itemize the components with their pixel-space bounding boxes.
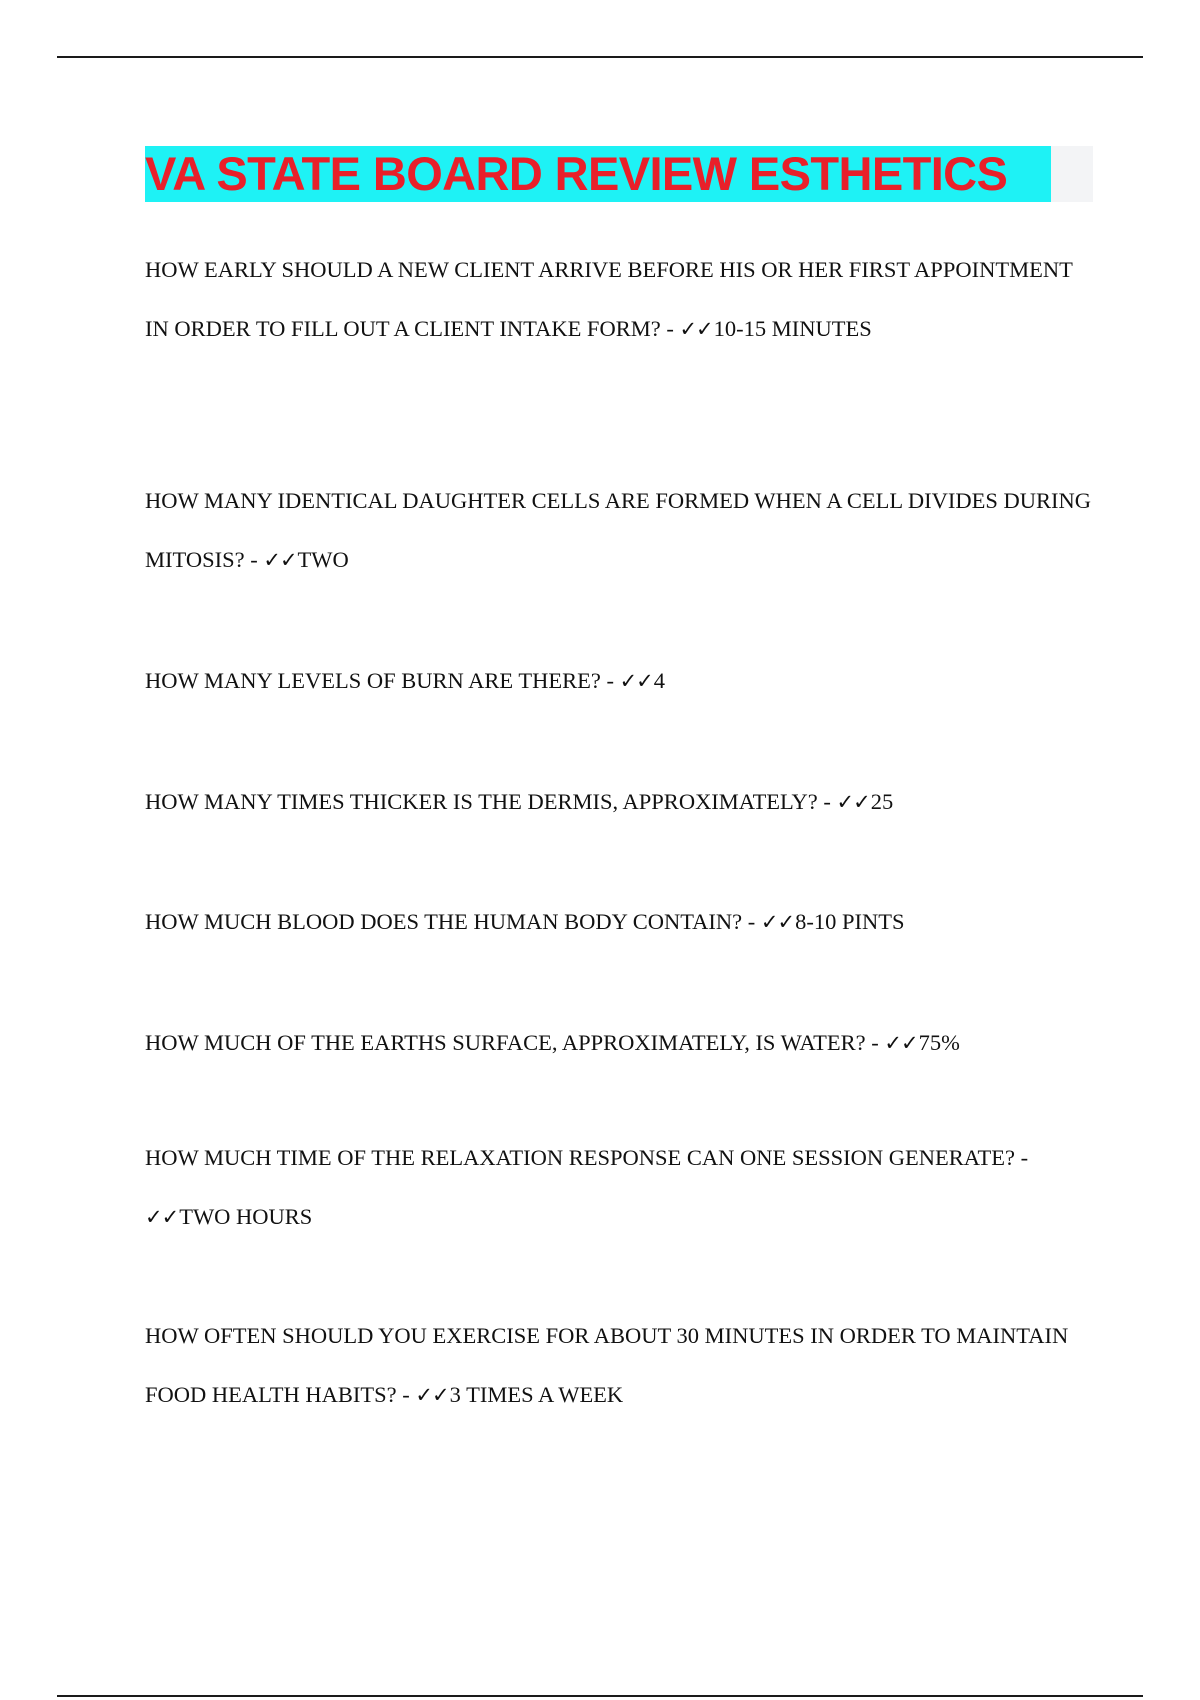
qa-item-5 (145, 892, 1095, 952)
qa-item-7 (145, 1128, 1095, 1247)
question-text: HOW MANY IDENTICAL DAUGHTER CELLS ARE FORMED WHEN A CELL DIVIDES DURING MITOSIS? - (145, 488, 1091, 572)
double-check-icon: ✓✓ (679, 317, 713, 341)
document-title: VA STATE BOARD REVIEW ESTHETICS (145, 146, 1051, 202)
question-text: HOW MANY LEVELS OF BURN ARE THERE? - (145, 668, 620, 693)
qa-item-4 (145, 772, 1095, 832)
qa-item-8 (145, 1306, 1095, 1425)
double-check-icon: ✓✓ (263, 548, 297, 572)
answer-text: 3 TIMES A WEEK (449, 1382, 624, 1407)
answer-text: 8-10 PINTS (795, 909, 905, 934)
qa-item-6 (145, 1013, 1095, 1073)
question-text: HOW MUCH TIME OF THE RELAXATION RESPONSE CAN ONE SESSION GENERATE? - (145, 1145, 1029, 1170)
answer-text: TWO HOURS (179, 1204, 313, 1229)
double-check-icon: ✓✓ (619, 669, 653, 693)
question-text: HOW MANY TIMES THICKER IS THE DERMIS, APPROXIMATELY? - (145, 789, 837, 814)
answer-text: 25 (870, 789, 894, 814)
answer-text: 10-15 MINUTES (713, 316, 872, 341)
answer-text: 75% (918, 1030, 960, 1055)
top-rule (57, 56, 1143, 58)
double-check-icon: ✓✓ (415, 1383, 449, 1407)
question-text: HOW OFTEN SHOULD YOU EXERCISE FOR ABOUT 30 MINUTES IN ORDER TO MAINTAIN FOOD HEALTH HABITS? - (145, 1323, 1069, 1407)
double-check-icon: ✓✓ (884, 1031, 918, 1055)
question-text: HOW EARLY SHOULD A NEW CLIENT ARRIVE BEFORE HIS OR HER FIRST APPOINTMENT IN ORDER TO FILL OUT A CLIENT INTAKE FORM? - (145, 257, 1073, 341)
answer-text: 4 (653, 668, 666, 693)
double-check-icon: ✓✓ (836, 790, 870, 814)
double-check-icon: ✓✓ (145, 1205, 179, 1229)
question-text: HOW MUCH BLOOD DOES THE HUMAN BODY CONTAIN? - (145, 909, 761, 934)
qa-item-3 (145, 651, 1095, 711)
question-text: HOW MUCH OF THE EARTHS SURFACE, APPROXIMATELY, IS WATER? - (145, 1030, 885, 1055)
bottom-rule (57, 1695, 1143, 1697)
qa-item-2 (145, 471, 1095, 590)
qa-item-1 (145, 240, 1095, 359)
double-check-icon: ✓✓ (760, 910, 795, 934)
answer-text: TWO (297, 547, 349, 572)
title-band (145, 146, 1093, 202)
